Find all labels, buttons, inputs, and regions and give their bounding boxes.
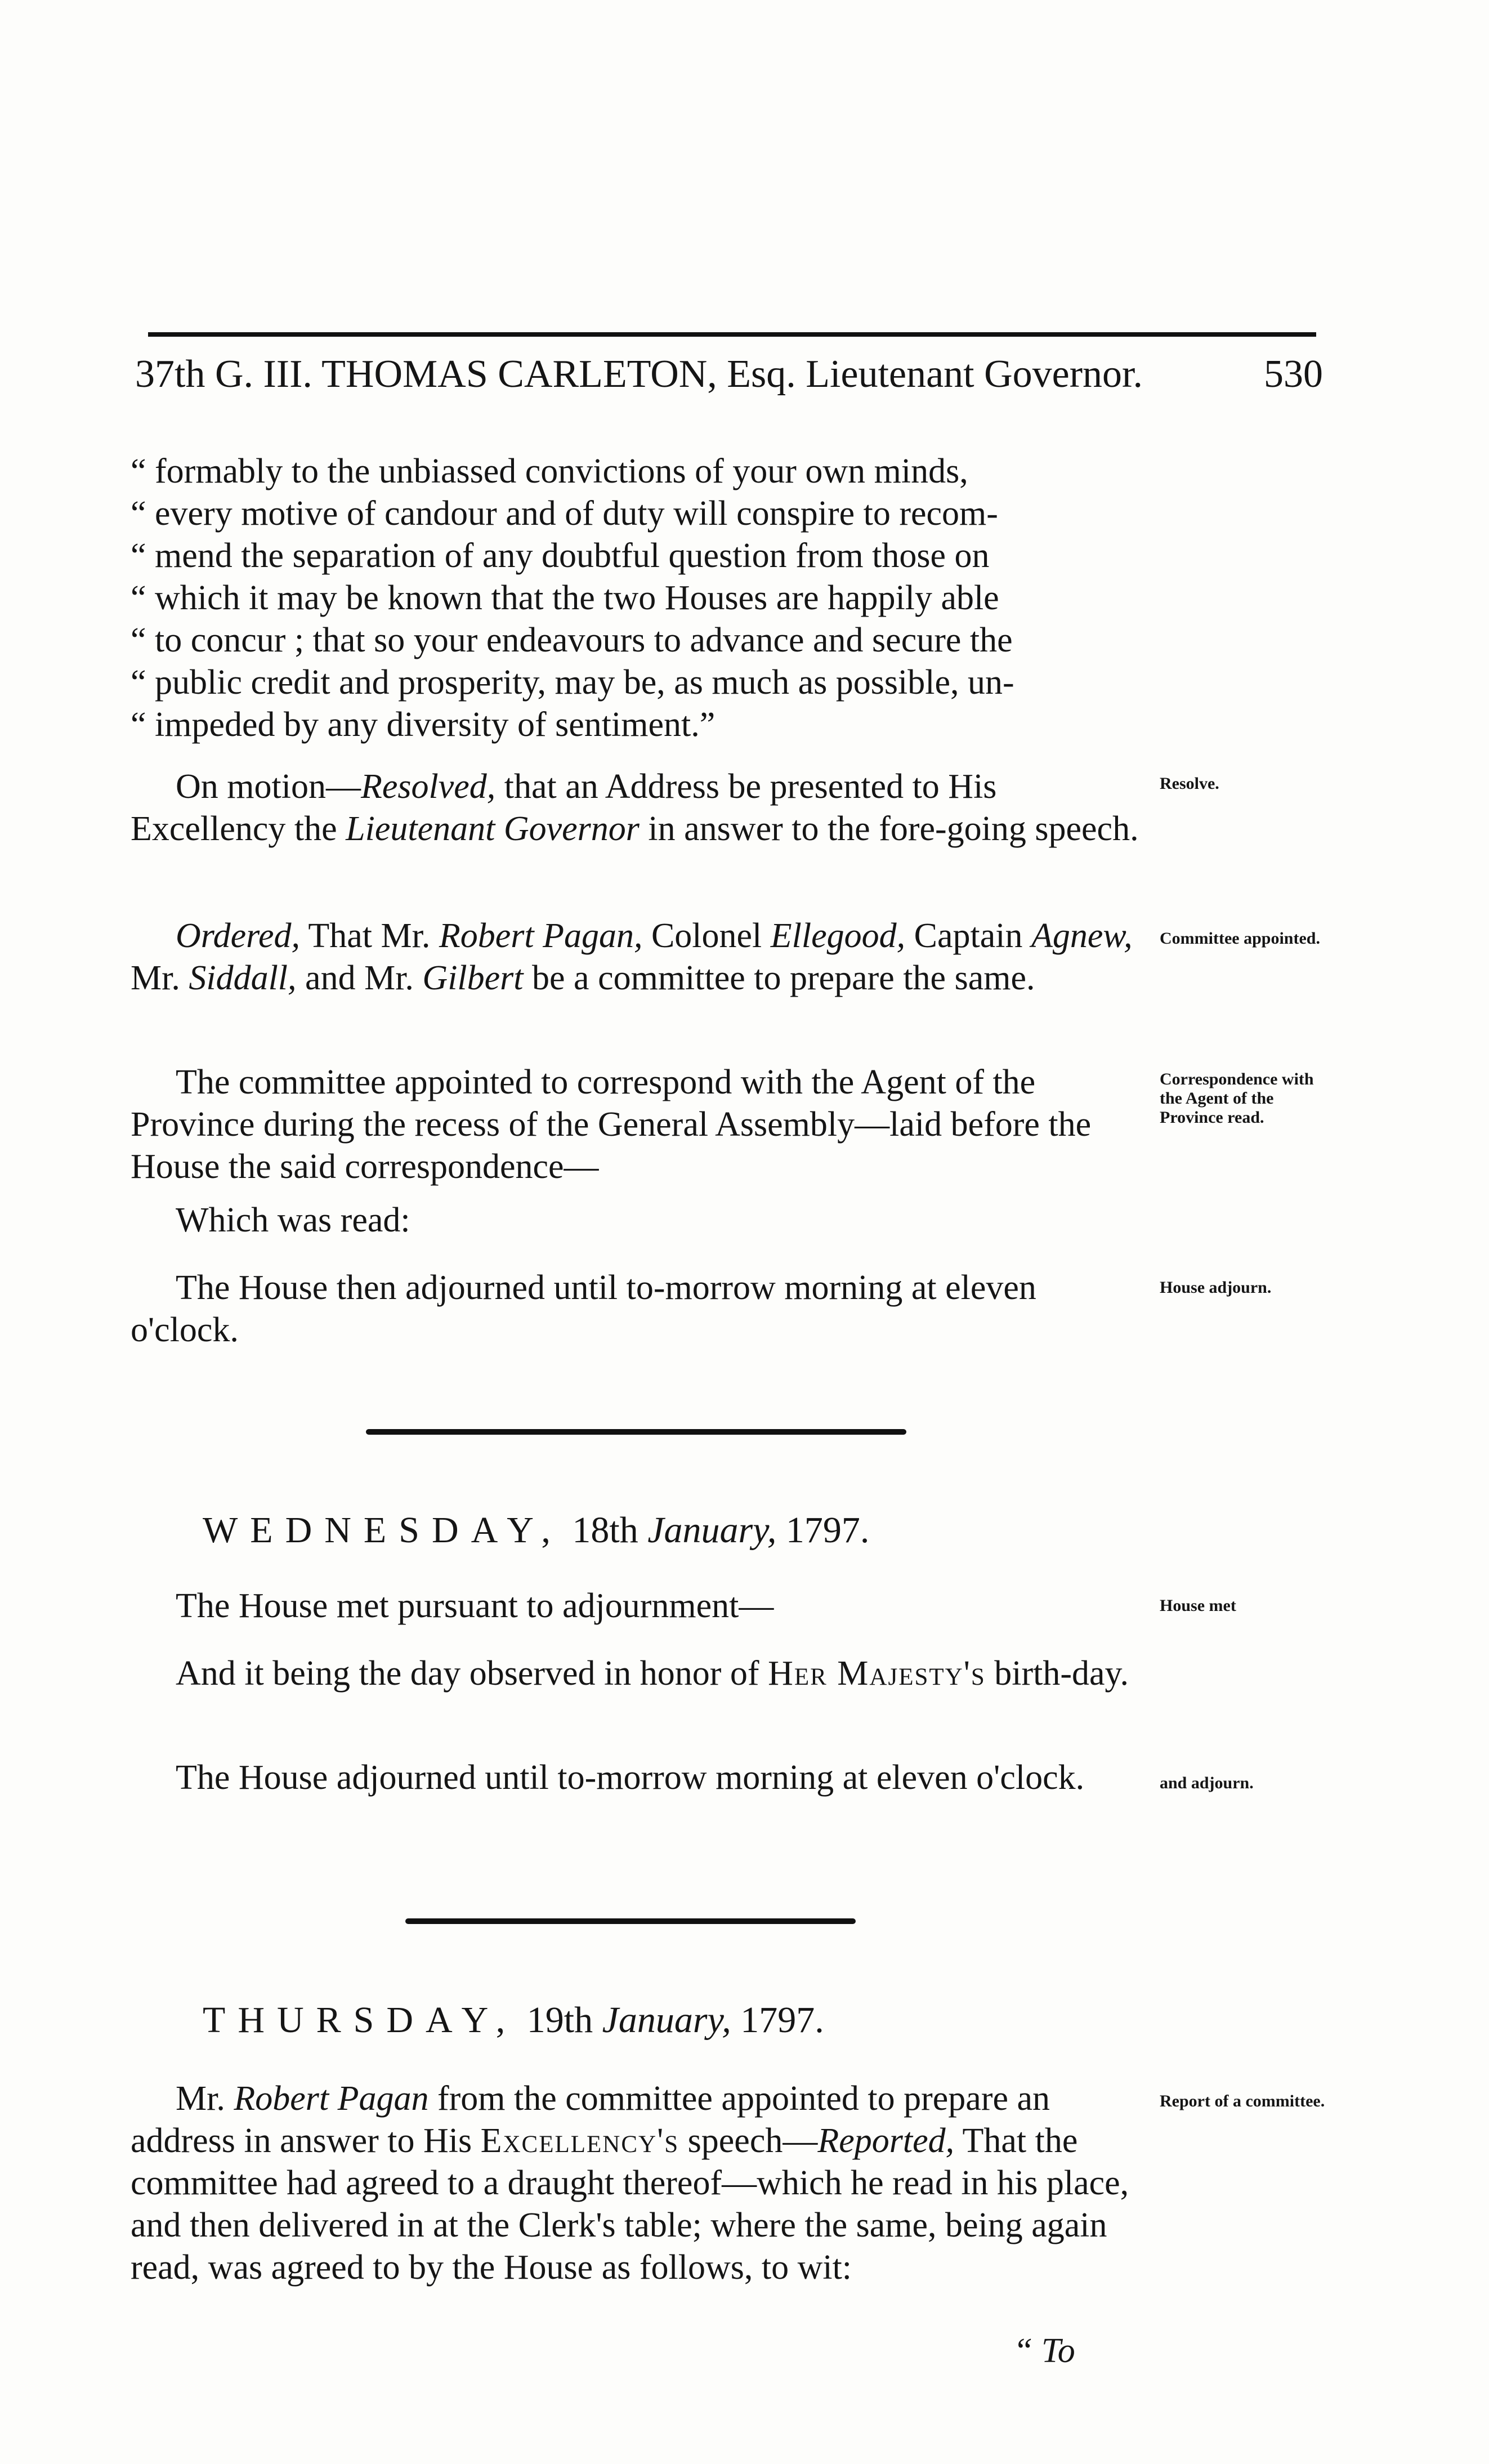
- quote-block: [131, 450, 1144, 746]
- text: in answer to the fore-going speech.: [639, 810, 1139, 848]
- header-rule: [148, 332, 1316, 337]
- margin-note-report: Report of a committee.: [1160, 2092, 1325, 2110]
- text: Mr.: [176, 2079, 234, 2118]
- text: And it being the day observed in honor of: [176, 1654, 768, 1693]
- quote-line: “ to concur ; that so your endeavours to advance and secure the: [131, 621, 1013, 659]
- quote-line: “ which it may be known that the two Houses are happily able: [131, 579, 999, 617]
- text: Colonel: [642, 917, 771, 955]
- paragraph-adjourn-wednesday: The House adjourned until to-morrow morning at eleven o'clock.: [176, 1758, 1085, 1797]
- date-year: 1797.: [776, 1510, 870, 1551]
- quote-line: “ formably to the unbiassed convictions of your own minds,: [131, 452, 968, 490]
- text: Captain: [905, 917, 1031, 955]
- date-month: January,: [602, 1999, 731, 2041]
- day-heading-wednesday: [203, 1509, 869, 1552]
- running-header: [135, 352, 1323, 408]
- margin-note-committee: Committee appointed.: [1160, 929, 1320, 948]
- text-italic: Siddall,: [189, 959, 297, 997]
- text-italic: Agnew,: [1031, 917, 1133, 955]
- paragraph-read: Which was read:: [176, 1201, 410, 1239]
- paragraph-honor: [131, 1653, 1144, 1695]
- margin-note-correspondence: Correspondence with the Agent of the Province read.: [1160, 1070, 1314, 1127]
- text: speech—: [679, 2122, 818, 2160]
- page-number: 530: [1264, 352, 1323, 396]
- quote-line: “ mend the separation of any doubtful question from those on: [131, 537, 990, 575]
- paragraph-adjourn: The House then adjourned until to-morrow morning at eleven o'clock.: [131, 1269, 1036, 1349]
- margin-note-and-adjourn: and adjourn.: [1160, 1774, 1254, 1792]
- text: be a committee to prepare the same.: [523, 959, 1035, 997]
- paragraph-house-met: The House met pursuant to adjournment—: [176, 1587, 774, 1625]
- quote-line: “ public credit and prosperity, may be, as much as possible, un-: [131, 663, 1014, 702]
- paragraph-ordered: [131, 915, 1144, 999]
- text-italic: Ellegood,: [770, 917, 906, 955]
- paragraph-correspondence: The committee appointed to correspond with the Agent of the Province during the recess of the General Assembly—laid before the House the said correspondence—: [131, 1063, 1092, 1186]
- quote-line: “ impeded by any diversity of sentiment.”: [131, 706, 716, 744]
- text-italic: Ordered,: [176, 917, 300, 955]
- date-month: January,: [647, 1510, 777, 1551]
- day-name: WEDNESDAY,: [203, 1510, 563, 1551]
- margin-note-adjourn: House adjourn.: [1160, 1278, 1272, 1297]
- text: On motion—: [176, 767, 361, 806]
- quote-line: “ every motive of candour and of duty will conspire to recom-: [131, 494, 998, 533]
- text-small-caps: Her Majesty's: [768, 1654, 986, 1693]
- text: That the committee had agreed to a draught thereof—which he read in his place, and then delivered in at the Clerk's table; where the same, being again read, was agreed to by the House as follows, to wit:: [131, 2122, 1129, 2287]
- text-italic: Lieutenant Governor: [346, 810, 640, 848]
- date-year: 1797.: [731, 1999, 824, 2041]
- margin-note-house-met: House met: [1160, 1596, 1236, 1615]
- margin-note-resolve: Resolve.: [1160, 774, 1219, 793]
- running-title: 37th G. III. THOMAS CARLETON, Esq. Lieutenant Governor.: [135, 352, 1143, 396]
- text-italic: Robert Pagan: [234, 2079, 429, 2118]
- text-italic: Resolved,: [360, 767, 496, 806]
- text: That Mr.: [299, 917, 439, 955]
- day-name: THURSDAY,: [203, 1999, 518, 2041]
- text-italic: Robert Pagan,: [439, 917, 643, 955]
- date: 19th: [526, 1999, 602, 2041]
- text: from the committee appointed to prepare an address in answer to His: [131, 2079, 1050, 2160]
- text: and Mr.: [296, 959, 423, 997]
- text-italic: Gilbert: [422, 959, 524, 997]
- catchword: “ To: [1013, 2332, 1075, 2370]
- date: 18th: [572, 1510, 648, 1551]
- section-divider: [366, 1429, 906, 1435]
- day-heading-thursday: [203, 1999, 824, 2042]
- text: birth-day.: [985, 1654, 1129, 1693]
- text-italic: Reported,: [817, 2122, 955, 2160]
- paragraph-resolve: [131, 766, 1144, 850]
- text: Mr.: [131, 959, 189, 997]
- paragraph-report: [131, 2078, 1144, 2289]
- text: that an Address be presented to His Excellency the: [131, 767, 997, 848]
- section-divider: [405, 1918, 856, 1924]
- text-small-caps: Excellency's: [480, 2122, 679, 2160]
